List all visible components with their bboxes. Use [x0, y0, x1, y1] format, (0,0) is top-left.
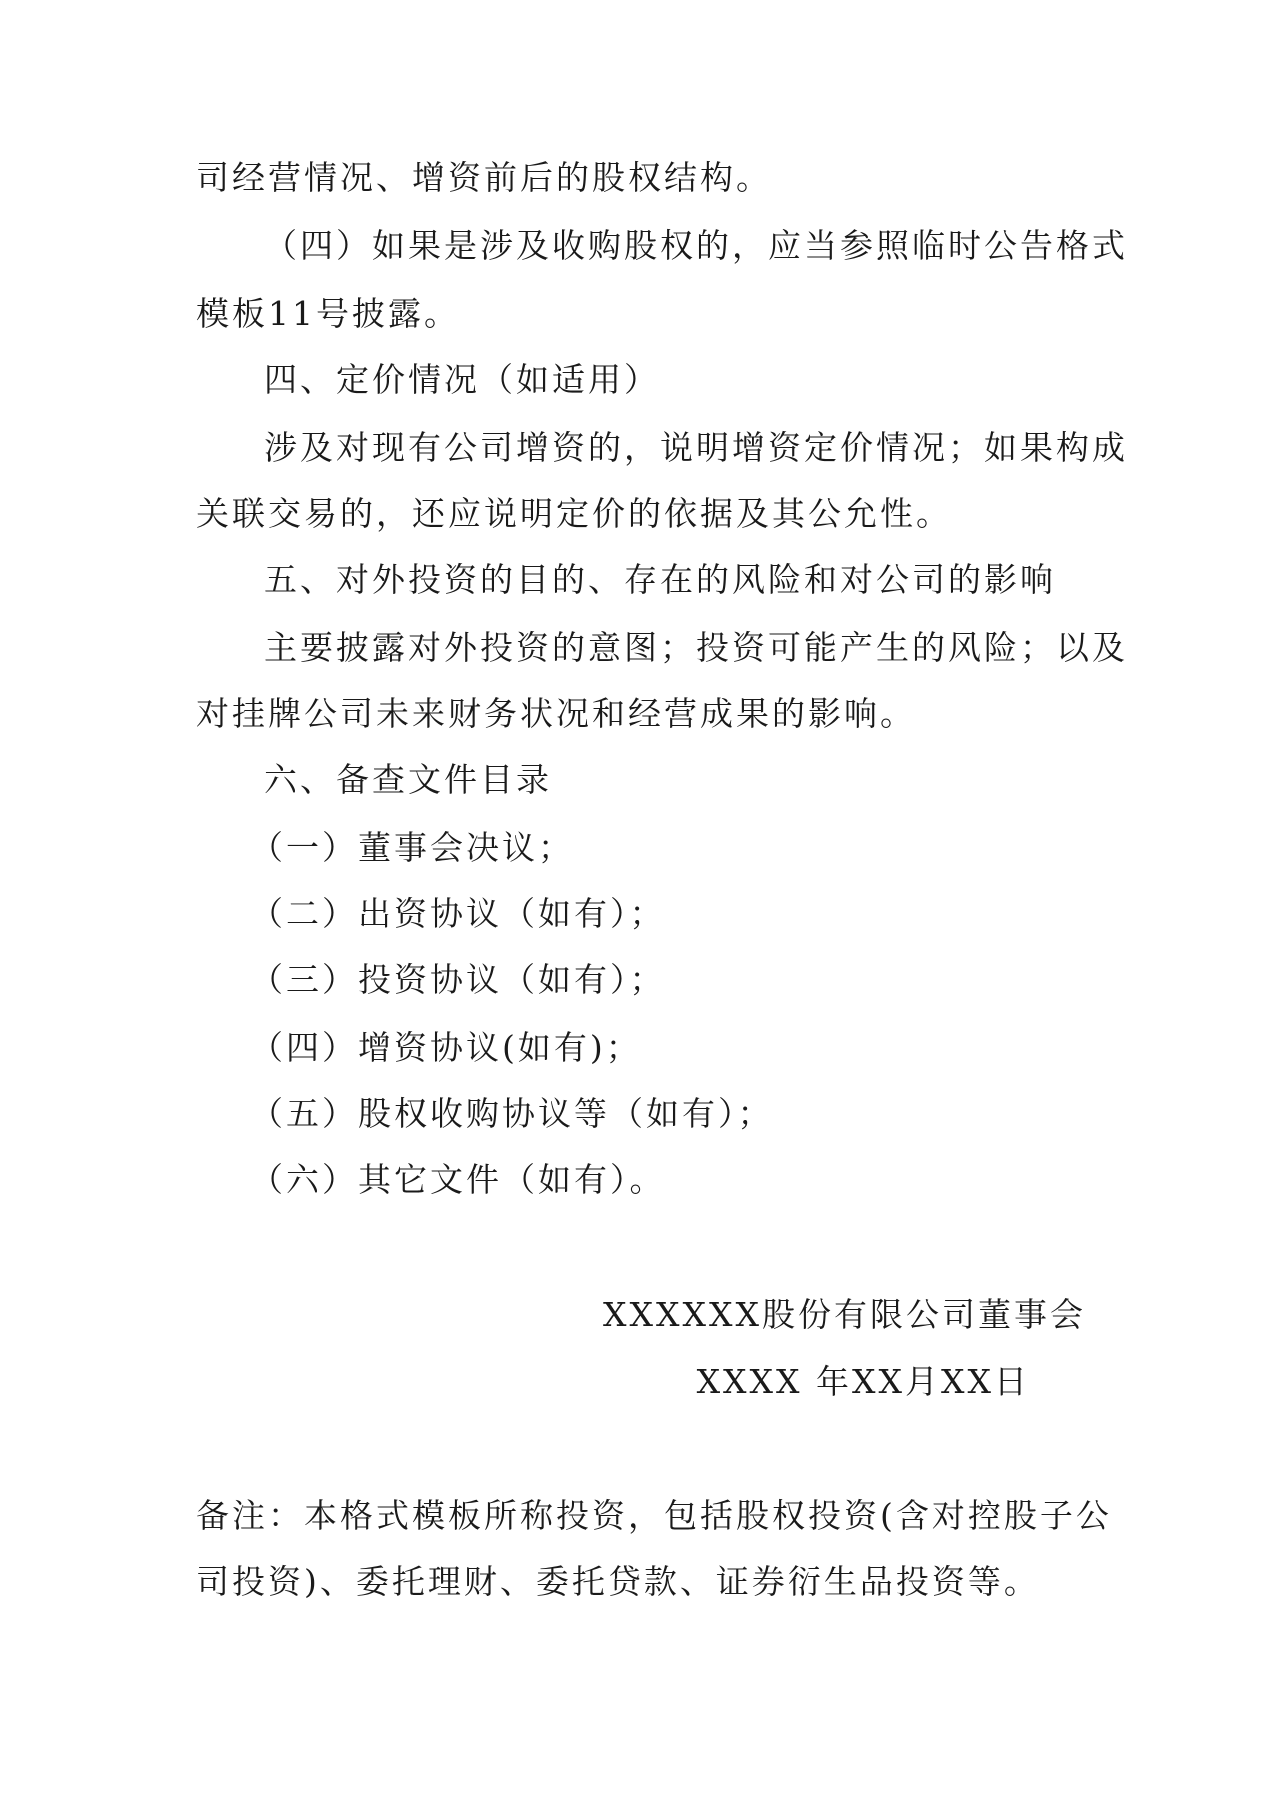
note-line2: 司投资)、委托理财、委托贷款、证券衍生品投资等。: [196, 1562, 1040, 1601]
section5-body-line1: 主要披露对外投资的意图；投资可能产生的风险；以及: [264, 628, 1128, 667]
section4-body-line1: 涉及对现有公司增资的，说明增资定价情况；如果构成: [264, 428, 1128, 467]
section5-body-line2: 对挂牌公司未来财务状况和经营成果的影响。: [196, 694, 916, 733]
section3-tail-text: 司经营情况、增资前后的股权结构。: [196, 158, 772, 197]
section6-item: （四）增资协议(如有)；: [250, 1028, 642, 1067]
section6-item: （六）其它文件（如有）。: [250, 1160, 666, 1199]
note-line1: 备注：本格式模板所称投资，包括股权投资(含对控股子公: [196, 1496, 1112, 1535]
section6-item: （三）投资协议（如有）；: [250, 960, 666, 999]
section3-item4-line1: （四）如果是涉及收购股权的，应当参照临时公告格式: [264, 226, 1128, 265]
signature-date: XXXX 年XX月XX日: [696, 1362, 1030, 1401]
section6-item: （五）股权收购协议等（如有）；: [250, 1094, 774, 1133]
section6-item: （一）董事会决议；: [250, 828, 574, 867]
section5-heading: 五、对外投资的目的、存在的风险和对公司的影响: [264, 560, 1056, 599]
section6-heading: 六、备查文件目录: [264, 760, 552, 799]
section4-heading: 四、定价情况（如适用）: [264, 360, 660, 399]
signature-company: XXXXXX股份有限公司董事会: [603, 1295, 1086, 1334]
section6-item: （二）出资协议（如有）；: [250, 894, 666, 933]
section3-item4-line2: 模板11号披露。: [196, 294, 460, 333]
section4-body-line2: 关联交易的，还应说明定价的依据及其公允性。: [196, 494, 952, 533]
